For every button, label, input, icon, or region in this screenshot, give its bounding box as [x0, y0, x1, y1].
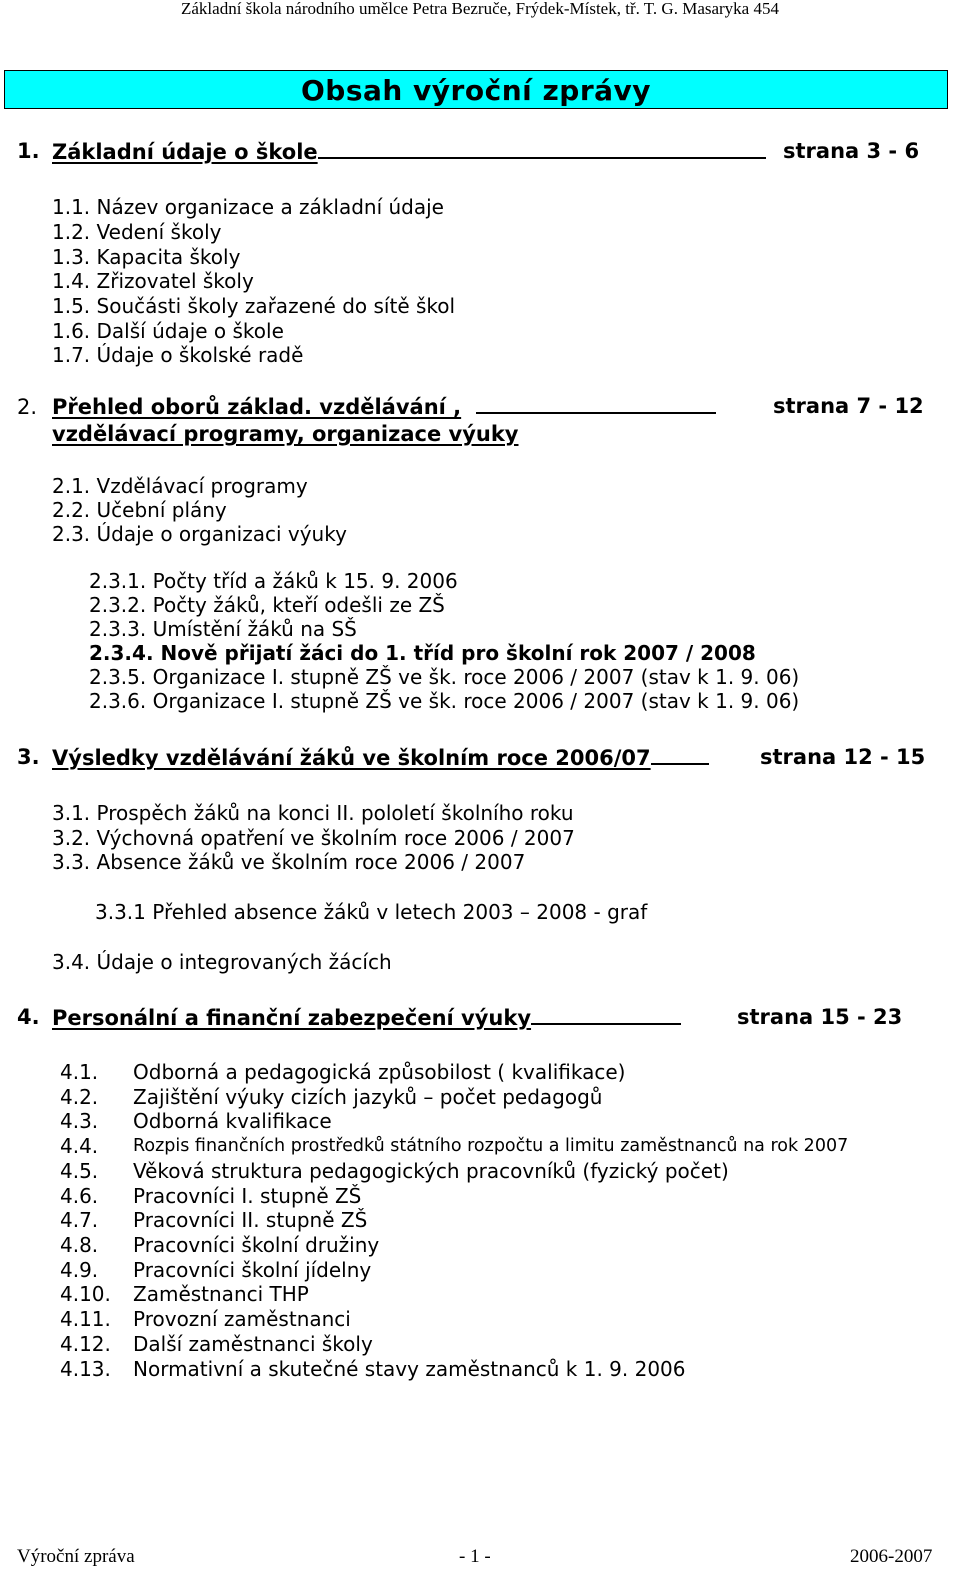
- leader-line: [651, 743, 709, 765]
- toc-item: 2.2. Učební plány: [52, 498, 227, 522]
- document-title: Obsah výroční zprávy: [300, 74, 652, 107]
- section-1-number: 1.: [17, 139, 40, 163]
- toc-subitem: 2.3.2. Počty žáků, kteří odešli ze ZŠ: [89, 593, 445, 617]
- toc-item-text: Pracovníci školní družiny: [133, 1233, 380, 1257]
- section-3-number: 3.: [17, 745, 40, 769]
- toc-subitem: 2.3.5. Organizace I. stupně ZŠ ve šk. roce 2006 / 2007 (stav k 1. 9. 06): [89, 665, 800, 689]
- toc-item-number: 4.3.: [60, 1109, 99, 1133]
- section-4-pages: strana 15 - 23: [737, 1005, 903, 1029]
- toc-item-text: Pracovníci školní jídelny: [133, 1258, 372, 1282]
- section-1-title: Základní údaje o škole: [52, 140, 318, 164]
- toc-item-text: Provozní zaměstnanci: [133, 1307, 351, 1331]
- toc-item-text: Zajištění výuky cizích jazyků – počet pedagogů: [133, 1085, 603, 1109]
- toc-item-number: 4.5.: [60, 1159, 99, 1183]
- toc-subitem: 2.3.1. Počty tříd a žáků k 15. 9. 2006: [89, 569, 458, 593]
- toc-item-number: 4.4.: [60, 1134, 99, 1158]
- footer-right: 2006-2007: [850, 1546, 933, 1567]
- toc-item-text: Další zaměstnanci školy: [133, 1332, 373, 1356]
- toc-item: 1.3. Kapacita školy: [52, 245, 241, 269]
- section-2-number: 2.: [17, 395, 38, 419]
- footer-left: Výroční zpráva: [17, 1546, 135, 1567]
- toc-item-text: Rozpis finančních prostředků státního rozpočtu a limitu zaměstnanců na rok 2007: [133, 1136, 849, 1156]
- section-4-heading: [52, 1003, 681, 1032]
- toc-item: 3.2. Výchovná opatření ve školním roce 2006 / 2007: [52, 826, 575, 850]
- toc-item: 1.5. Součásti školy zařazené do sítě škol: [52, 294, 456, 318]
- toc-item-number: 4.1.: [60, 1060, 99, 1084]
- toc-subitem: 2.3.6. Organizace I. stupně ZŠ ve šk. roce 2006 / 2007 (stav k 1. 9. 06): [89, 689, 800, 713]
- toc-item-number: 4.7.: [60, 1208, 99, 1232]
- toc-item-text: Pracovníci II. stupně ZŠ: [133, 1208, 368, 1232]
- leader-line: [476, 392, 716, 414]
- toc-item: 1.6. Další údaje o škole: [52, 319, 284, 343]
- toc-item-number: 4.6.: [60, 1184, 99, 1208]
- toc-item: 3.1. Prospěch žáků na konci II. pololetí školního roku: [52, 801, 574, 825]
- toc-item-text: Normativní a skutečné stavy zaměstnanců k 1. 9. 2006: [133, 1357, 686, 1381]
- toc-item-number: 4.12.: [60, 1332, 111, 1356]
- toc-item: 1.2. Vedení školy: [52, 220, 222, 244]
- toc-item: 3.4. Údaje o integrovaných žácích: [52, 950, 392, 974]
- toc-item-text: Zaměstnanci THP: [133, 1282, 309, 1306]
- toc-item-text: Pracovníci I. stupně ZŠ: [133, 1184, 362, 1208]
- section-2-pages: strana 7 - 12: [773, 394, 924, 418]
- toc-item-text: Odborná a pedagogická způsobilost ( kvalifikace): [133, 1060, 626, 1084]
- section-4-number: 4.: [17, 1005, 40, 1029]
- section-2-title-line2: vzdělávací programy, organizace výuky: [52, 422, 519, 446]
- toc-item-number: 4.8.: [60, 1233, 99, 1257]
- toc-item-number: 4.9.: [60, 1258, 99, 1282]
- page-header: Základní škola národního umělce Petra Bezruče, Frýdek-Místek, tř. T. G. Masaryka 454: [181, 0, 779, 18]
- toc-item-number: 4.13.: [60, 1357, 111, 1381]
- toc-item: 1.7. Údaje o školské radě: [52, 343, 304, 367]
- toc-item: 2.3. Údaje o organizaci výuky: [52, 522, 347, 546]
- toc-item-number: 4.2.: [60, 1085, 99, 1109]
- toc-item-number: 4.11.: [60, 1307, 111, 1331]
- toc-item: 2.1. Vzdělávací programy: [52, 474, 308, 498]
- leader-line: [531, 1003, 681, 1025]
- section-1-pages: strana 3 - 6: [783, 139, 920, 163]
- section-3-title: Výsledky vzdělávání žáků ve školním roce 2006/07: [52, 746, 651, 770]
- toc-subitem: 3.3.1 Přehled absence žáků v letech 2003 – 2008 - graf: [95, 900, 648, 924]
- section-4-title: Personální a finanční zabezpečení výuky: [52, 1006, 532, 1030]
- toc-item-text: Odborná kvalifikace: [133, 1109, 332, 1133]
- toc-item: 1.4. Zřizovatel školy: [52, 269, 254, 293]
- toc-item-text: Věková struktura pedagogických pracovníků (fyzický počet): [133, 1159, 729, 1183]
- toc-item: 1.1. Název organizace a základní údaje: [52, 195, 444, 219]
- section-2-title-line1: Přehled oborů základ. vzdělávání ,: [52, 395, 462, 419]
- toc-item-number: 4.10.: [60, 1282, 111, 1306]
- section-3-pages: strana 12 - 15: [760, 745, 926, 769]
- toc-subitem: 2.3.4. Nově přijatí žáci do 1. tříd pro školní rok 2007 / 2008: [89, 641, 756, 665]
- toc-item: 3.3. Absence žáků ve školním roce 2006 / 2007: [52, 850, 526, 874]
- leader-line: [318, 137, 766, 159]
- section-1-heading: [52, 137, 766, 166]
- section-3-heading: [52, 743, 709, 772]
- section-2-heading: [52, 392, 716, 421]
- toc-subitem: 2.3.3. Umístění žáků na SŠ: [89, 617, 357, 641]
- footer-page-number: - 1 -: [459, 1546, 491, 1567]
